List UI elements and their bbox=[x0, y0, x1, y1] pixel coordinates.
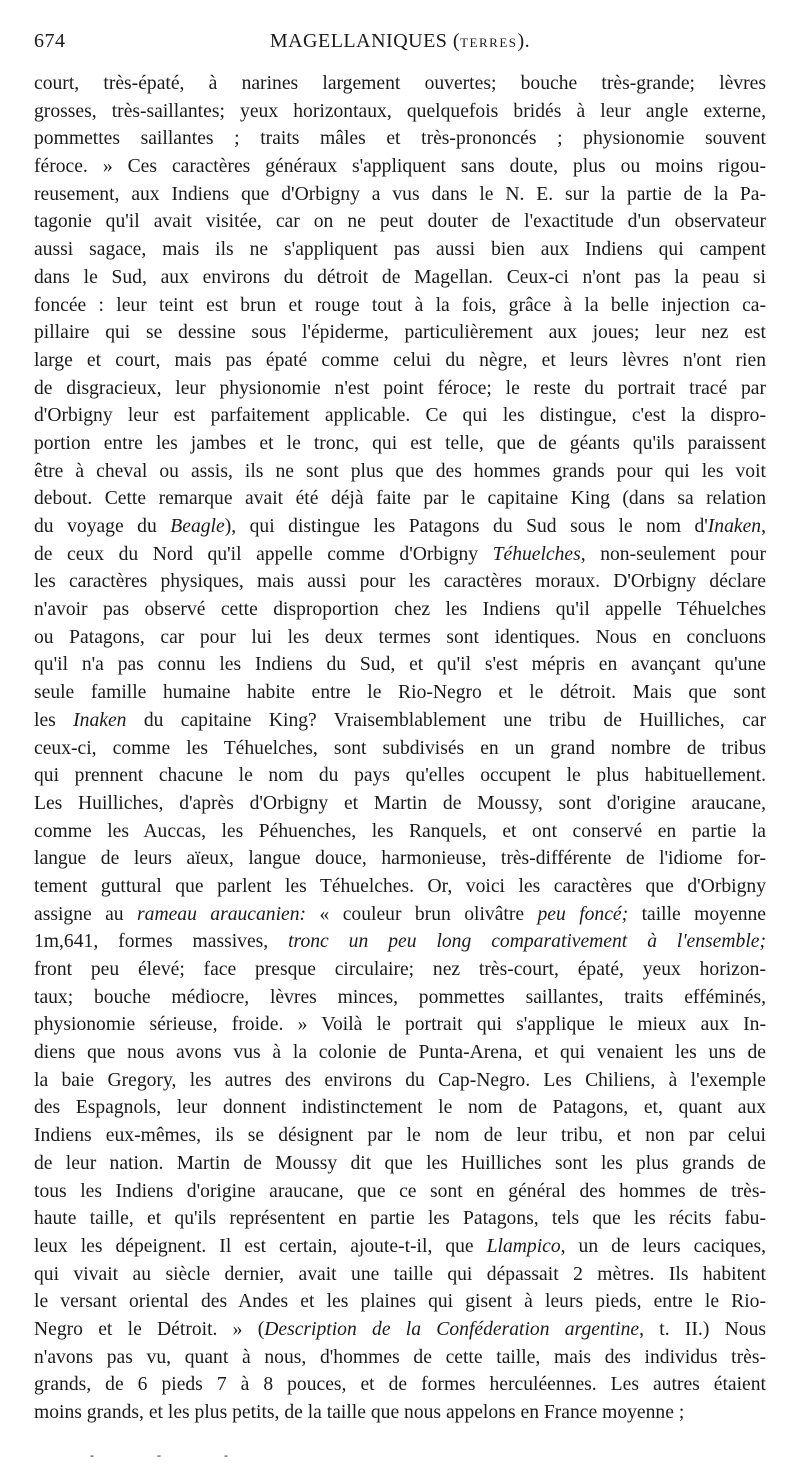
text-segment: n'avoir pas observé cette disproportion chez les Indiens qu'il appelle Téhuelches bbox=[34, 599, 766, 621]
text-line bbox=[34, 125, 766, 153]
text-segment: ceux-ci, comme les Téhuelches, sont subdivisés en un grand nombre de tribus bbox=[34, 737, 766, 759]
text-segment: , bbox=[761, 516, 766, 537]
text-line bbox=[34, 901, 766, 929]
text-segment: la baie Gregory, les autres des environs du Cap-Negro. Les Chiliens, à l'exemple bbox=[34, 1069, 766, 1091]
text-line bbox=[34, 679, 766, 707]
text-segment: qui vivait au siècle dernier, avait une taille qui dépassait 2 mètres. Ils habitent bbox=[34, 1263, 766, 1285]
text-segment: 1m,641, formes massives, bbox=[34, 931, 289, 953]
text-line bbox=[34, 1288, 766, 1316]
text-line bbox=[34, 541, 766, 569]
text-line bbox=[34, 596, 766, 624]
text-segment: ou Patagons, car pour lui les deux termes sont identiques. Nous en concluons bbox=[34, 626, 766, 648]
text-segment: front peu élevé; face presque circulaire; nez très-court, épaté, yeux horizon- bbox=[34, 959, 766, 980]
text-line bbox=[34, 70, 766, 98]
text-segment: qu'il n'a pas connu les Indiens du Sud, et qu'il s'est mépris en avançant qu'une bbox=[34, 654, 766, 676]
text-line bbox=[34, 1094, 766, 1122]
text-line bbox=[34, 651, 766, 679]
text-segment: assigne au bbox=[34, 903, 138, 925]
text-line bbox=[34, 153, 766, 181]
italic-segment: Description de la Conféderation argentine bbox=[264, 1318, 640, 1340]
text-line bbox=[34, 292, 766, 320]
text-line bbox=[34, 818, 766, 846]
text-segment: qui prennent chacune le nom du pays qu'elles occupent le plus habituellement. bbox=[34, 765, 766, 787]
text-segment: tous les Indiens d'origine araucane, que ce sont en général des hommes de très- bbox=[34, 1180, 766, 1202]
text-line bbox=[34, 1261, 766, 1289]
text-segment: Indiens eux-mêmes, ils se désignent par le nom de leur tribu, et non par celui bbox=[34, 1125, 766, 1147]
text-segment: les caractères physiques, mais aussi pour les caractères moraux. D'Orbigny déclare bbox=[34, 571, 766, 593]
running-title-end: ). bbox=[517, 30, 531, 52]
body-text bbox=[34, 70, 766, 1427]
italic-segment: tronc un peu long comparativement à l'ensemble; bbox=[288, 931, 766, 953]
text-line bbox=[34, 568, 766, 596]
text-segment: grosses, très-saillantes; yeux horizontaux, quelquefois bridés à leur angle externe, bbox=[34, 100, 766, 122]
text-segment: du capitaine King? Vraisemblablement une tribu de Huilliches, car bbox=[126, 709, 766, 731]
text-segment: de ceux du Nord qu'il appelle comme d'Orbigny bbox=[34, 543, 493, 565]
text-line bbox=[34, 1316, 766, 1344]
text-line bbox=[34, 1011, 766, 1039]
text-line bbox=[34, 1039, 766, 1067]
text-segment: être à cheval ou assis, ils ne sont plus que des hommes grands pour qui les voit bbox=[34, 460, 766, 482]
text-line bbox=[34, 1371, 766, 1399]
text-line bbox=[34, 1178, 766, 1206]
text-line bbox=[34, 375, 766, 403]
text-segment: diens que nous avons vus à la colonie de Punta-Arena, et qui venaient les uns de bbox=[34, 1042, 766, 1064]
text-segment: haute taille, et qu'ils représentent en partie les Patagons, tels que les récits fabu- bbox=[34, 1208, 766, 1230]
text-segment: reusement, aux Indiens que d'Orbigny a vus dans le N. E. sur la partie de la Pa- bbox=[34, 183, 766, 205]
running-title-main: MAGELLANIQUES ( bbox=[269, 30, 461, 52]
text-segment: dans le Sud, aux environs du détroit de Magellan. Ceux-ci n'ont pas la peau si bbox=[34, 266, 766, 288]
text-line bbox=[34, 707, 766, 735]
text-segment: comme les Auccas, les Péhuenches, les Ranquels, et ont conservé en partie la bbox=[34, 820, 766, 842]
text-segment: pillaire qui se dessine sous l'épiderme, particulièrement aux joues; leur nez est bbox=[34, 322, 766, 344]
text-line bbox=[34, 1205, 766, 1233]
text-segment: des Espagnols, leur donnent indistinctement le nom de Patagons, et, quant aux bbox=[34, 1097, 766, 1119]
italic-segment: Llampico bbox=[486, 1235, 561, 1257]
running-title bbox=[34, 30, 766, 53]
italic-segment: Beagle bbox=[170, 516, 225, 537]
text-segment: , non-seulement pour bbox=[580, 543, 767, 565]
italic-segment: Inaken bbox=[73, 709, 127, 731]
text-line bbox=[34, 430, 766, 458]
text-segment: foncée : leur teint est brun et rouge tout à la fois, grâce à la belle injection ca- bbox=[34, 294, 766, 316]
text-segment: de disgracieux, leur physionomie n'est point féroce; le reste du portrait tracé par bbox=[34, 377, 766, 399]
text-segment: d'Orbigny leur est parfaitement applicable. Ce qui les distingue, c'est la dispro- bbox=[34, 405, 766, 427]
text-line bbox=[34, 347, 766, 375]
text-segment: , t. II.) Nous bbox=[639, 1318, 766, 1340]
italic-segment: Téhuelches bbox=[492, 543, 581, 565]
italic-segment: rameau araucanien: bbox=[137, 903, 307, 925]
text-line bbox=[34, 98, 766, 126]
text-segment: langue de leurs aïeux, langue douce, harmonieuse, très-différente de l'idiome for- bbox=[34, 848, 766, 870]
text-line bbox=[34, 485, 766, 513]
text-line bbox=[34, 1344, 766, 1372]
text-segment: le versant oriental des Andes et les plaines qui gisent à leurs pieds, entre le Rio- bbox=[34, 1291, 766, 1313]
text-segment: « couleur brun olivâtre bbox=[306, 903, 538, 925]
text-segment: physionomie sérieuse, froide. » Voilà le portrait qui s'applique le mieux aux In- bbox=[34, 1014, 766, 1036]
text-line bbox=[34, 956, 766, 984]
text-line bbox=[34, 1122, 766, 1150]
text-segment: large et court, mais pas épaté comme celui du nègre, et leurs lèvres n'ont rien bbox=[34, 349, 766, 371]
text-line bbox=[34, 928, 766, 956]
text-segment: taux; bouche médiocre, lèvres minces, pommettes saillantes, traits efféminés, bbox=[34, 986, 766, 1008]
text-line bbox=[34, 208, 766, 236]
footer-marks: - - - bbox=[90, 1448, 258, 1462]
italic-segment: peu foncé; bbox=[537, 903, 629, 925]
text-line bbox=[34, 458, 766, 486]
text-line bbox=[34, 873, 766, 901]
text-segment: aussi sagace, mais ils ne s'appliquent pas aussi bien aux Indiens qui campent bbox=[34, 239, 766, 261]
text-line bbox=[34, 845, 766, 873]
running-title-small: TERRES bbox=[460, 35, 518, 50]
text-line bbox=[34, 402, 766, 430]
text-segment: grands, de 6 pieds 7 à 8 pouces, et de formes herculéennes. Les autres étaient bbox=[34, 1374, 766, 1396]
text-segment: taille moyenne bbox=[628, 903, 766, 925]
text-segment: pommettes saillantes ; traits mâles et très-prononcés ; physionomie souvent bbox=[34, 128, 766, 150]
italic-segment: Inaken bbox=[707, 516, 762, 537]
text-segment: n'avons pas vu, quant à nous, d'hommes de cette taille, mais des individus très- bbox=[34, 1346, 766, 1368]
text-segment: ), qui distingue les Patagons du Sud sous le nom d' bbox=[224, 516, 708, 537]
text-segment: debout. Cette remarque avait été déjà faite par le capitaine King (dans sa relation bbox=[34, 488, 766, 510]
text-line bbox=[34, 513, 766, 541]
text-line bbox=[34, 762, 766, 790]
text-segment: , un de leurs caciques, bbox=[560, 1235, 766, 1257]
text-segment: portion entre les jambes et le tronc, qui est telle, que de géants qu'ils paraissent bbox=[34, 432, 766, 454]
text-line bbox=[34, 264, 766, 292]
text-segment: seule famille humaine habite entre le Rio-Negro et le détroit. Mais que sont bbox=[34, 682, 766, 704]
page-header bbox=[34, 30, 766, 58]
text-segment: féroce. » Ces caractères généraux s'appliquent sans doute, plus ou moins rigou- bbox=[34, 156, 766, 178]
text-segment: moins grands, et les plus petits, de la taille que nous appelons en France moyenne ; bbox=[34, 1402, 685, 1423]
text-segment: de leur nation. Martin de Moussy dit que les Huilliches sont les plus grands de bbox=[34, 1152, 766, 1174]
text-segment: les bbox=[34, 709, 74, 731]
text-segment: tement guttural que parlent les Téhuelches. Or, voici les caractères que d'Orbigny bbox=[34, 875, 766, 897]
text-segment: Negro et le Détroit. » ( bbox=[34, 1318, 265, 1340]
text-line bbox=[34, 236, 766, 264]
text-line bbox=[34, 1233, 766, 1261]
text-line bbox=[34, 1150, 766, 1178]
text-line bbox=[34, 1399, 766, 1427]
text-line bbox=[34, 735, 766, 763]
text-line bbox=[34, 790, 766, 818]
text-segment: du voyage du bbox=[34, 516, 171, 537]
page-number: 674 bbox=[34, 30, 66, 52]
text-segment: court, très-épaté, à narines largement ouvertes; bouche très-grande; lèvres bbox=[34, 73, 766, 94]
text-line bbox=[34, 624, 766, 652]
text-segment: tagonie qu'il avait visitée, car on ne peut douter de l'exactitude d'un observateur bbox=[34, 211, 766, 233]
text-segment: leux les dépeignent. Il est certain, ajoute-t-il, que bbox=[34, 1235, 487, 1257]
text-line bbox=[34, 1067, 766, 1095]
text-line bbox=[34, 984, 766, 1012]
text-segment: Les Huilliches, d'après d'Orbigny et Martin de Moussy, sont d'origine araucane, bbox=[34, 792, 766, 814]
text-line bbox=[34, 319, 766, 347]
text-line bbox=[34, 181, 766, 209]
